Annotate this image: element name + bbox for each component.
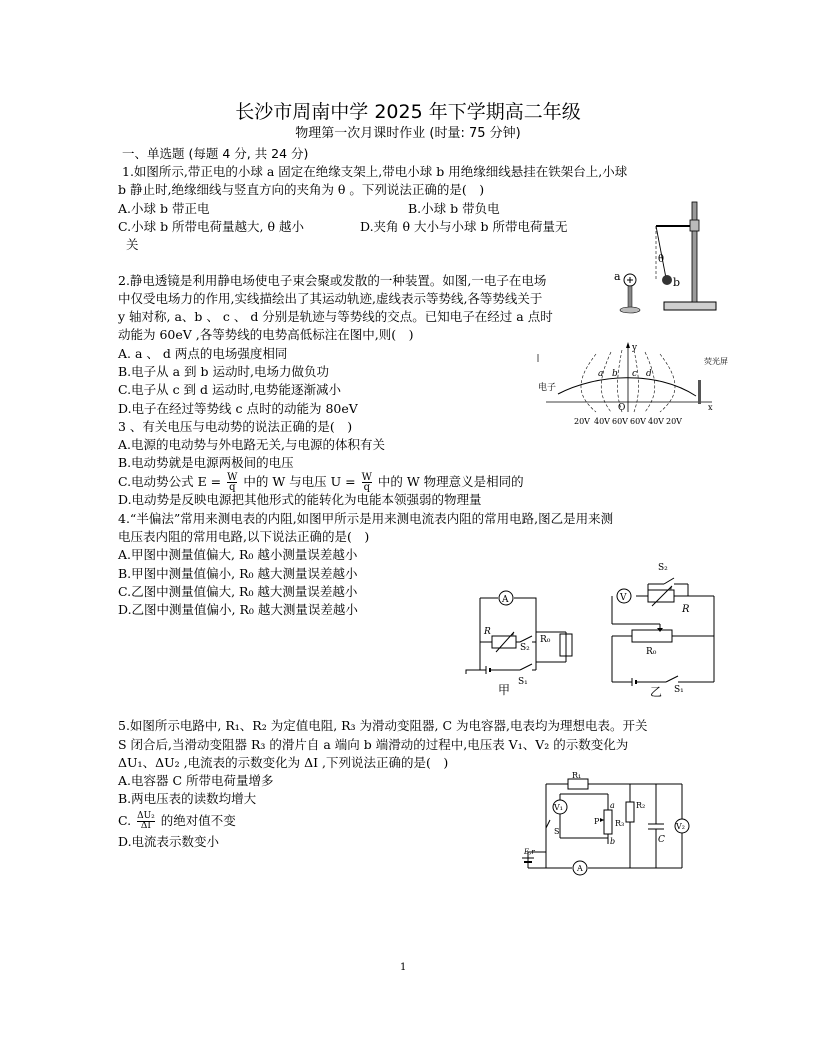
q4-option-d: D.乙图中测量值偏小, R₀ 越大测量误差越小	[118, 602, 358, 617]
q5-fig-v2: V₂	[676, 822, 685, 831]
q2-fig-label-screen: 荧光屏	[704, 357, 728, 366]
q1-fig-label-theta: θ	[658, 254, 665, 265]
q2-fig-potential-label: 20V	[666, 417, 682, 426]
q3-frac-1-den: q	[229, 482, 236, 493]
q2-option-a: A. a 、 d 两点的电场强度相同	[118, 346, 288, 361]
q2-stem-line3: y 轴对称, a、b 、 c 、 d 分别是轨迹与等势线的交点。已知电子在经过 a 点时	[118, 309, 553, 324]
q4-jia-meter-label: A	[502, 595, 509, 605]
q3-option-b: B.电动势就是电源两极间的电压	[118, 455, 294, 470]
q3-frac-1	[227, 473, 237, 492]
q2-fig-point-d: d	[646, 369, 652, 379]
q5-fig-c: C	[658, 835, 665, 845]
q3-option-c	[118, 473, 524, 492]
q3-frac-1-num: W	[227, 472, 238, 483]
q2-option-d: D.电子在经过等势线 c 点时的动能为 80eV	[118, 401, 358, 416]
q2-fig-point-c: c	[632, 369, 638, 379]
q2-fig-potential-label: 40V	[594, 417, 610, 426]
q4-stem-line2: 电压表内阻的常用电路,以下说法正确的是( )	[118, 529, 370, 544]
q4-yi-s2-label: S₂	[658, 563, 668, 573]
q4-jia-s2-label: S₂	[520, 643, 530, 653]
q5-fig-a-meter: A	[577, 864, 583, 873]
q4-stem-line1: 4.“半偏法”常用来测电表的内阻,如图甲所示是用来测电流表内阻的常用电路,图乙是用来测	[118, 511, 614, 526]
q5-fig-r2: R₂	[636, 801, 646, 810]
q5-option-a: A.电容器 C 所带电荷量增多	[118, 773, 274, 788]
q2-fig-point-b: b	[612, 369, 618, 379]
q3-frac-2-den: q	[363, 482, 370, 493]
q5-frac-num: ΔU₂	[137, 811, 155, 821]
q5-option-b: B.两电压表的读数均增大	[118, 791, 257, 806]
q4-jia-caption: 甲	[498, 683, 511, 697]
q2-fig-potential-label: 40V	[648, 417, 664, 426]
q5-fig-v1: V₁	[554, 803, 563, 812]
q3-option-c-mid: 中的 W 与电压 U =	[243, 474, 356, 489]
q4-figure-jia	[456, 582, 578, 698]
q3-frac-2-num: W	[361, 472, 372, 483]
q5-stem-line3: ΔU₁、ΔU₂ ,电流表的示数变化为 ΔI ,下列说法正确的是( )	[118, 755, 449, 770]
q2-fig-label-x: x	[708, 403, 713, 412]
q1-stem-line2: b 静止时,绝缘细线与竖直方向的夹角为 θ 。下列说法正确的是( )	[118, 182, 485, 197]
document-subtitle: 物理第一次月课时作业 (时量: 75 分钟)	[295, 126, 521, 141]
q4-yi-r0-label: R₀	[646, 647, 657, 657]
q3-option-d: D.电动势是反映电源把其他形式的能转化为电能本领强弱的物理量	[118, 492, 482, 507]
q2-figure	[536, 340, 728, 430]
q1-option-a: A.小球 b 带正电	[118, 201, 210, 216]
q3-stem: 3 、有关电压与电动势的说法正确的是( )	[118, 419, 353, 434]
q1-figure	[606, 196, 726, 320]
q4-jia-r0-label: R₀	[540, 635, 551, 645]
q4-option-c: C.乙图中测量值偏大, R₀ 越大测量误差越小	[118, 584, 358, 599]
q5-option-c	[118, 812, 236, 831]
q4-figure-yi	[604, 562, 726, 700]
q1-fig-label-a: a	[614, 270, 621, 283]
q5-fig-er: E,r	[524, 848, 535, 856]
q2-fig-potential-label: 20V	[574, 417, 590, 426]
q5-fig-b: b	[610, 837, 616, 846]
q1-option-c: C.小球 b 所带电荷量越大, θ 越小	[118, 219, 304, 234]
q5-stem-line2: S 闭合后,当滑动变阻器 R₃ 的滑片自 a 端向 b 端滑动的过程中,电压表 V₁、V₂ 的示数变化为	[118, 737, 629, 752]
q4-yi-s1-label: S₁	[674, 685, 684, 695]
q2-fig-label-electron: 电子	[538, 383, 557, 393]
q5-frac	[137, 812, 155, 831]
q4-option-b: B.甲图中测量值偏小, R₀ 越大测量误差越小	[118, 566, 358, 581]
section-heading: 一、单选题 (每题 4 分, 共 24 分)	[122, 146, 309, 161]
q5-figure	[520, 771, 700, 880]
q2-fig-point-a: a	[598, 369, 604, 379]
q1-stem-line1: 1.如图所示,带正电的小球 a 固定在绝缘支架上,带电小球 b 用绝缘细线悬挂在铁架台上,小球	[122, 164, 628, 179]
page-number: 1	[400, 962, 407, 973]
q5-fig-s: S	[554, 827, 560, 836]
q2-option-c: C.电子从 c 到 d 运动时,电势能逐渐减小	[118, 382, 341, 397]
q5-fig-a: a	[610, 801, 615, 810]
q1-option-d: D.夹角 θ 大小与小球 b 所带电荷量无	[360, 219, 568, 234]
q3-option-c-post: 中的 W 物理意义是相同的	[377, 474, 524, 489]
q5-fig-r1: R₁	[572, 771, 582, 780]
q5-option-c-pre: C.	[118, 813, 132, 828]
q4-jia-r-label: R	[484, 627, 491, 637]
q5-fig-p: P	[594, 817, 600, 826]
q1-option-d-cont: 关	[126, 237, 139, 252]
q2-stem-line1: 2.静电透镜是利用静电场使电子束会聚或发散的一种装置。如图,一电子在电场	[118, 273, 547, 288]
q1-fig-label-b: b	[673, 276, 681, 289]
q4-option-a: A.甲图中测量值偏大, R₀ 越小测量误差越小	[118, 547, 358, 562]
q2-stem-line4: 动能为 60eV ,各等势线的电势高低标注在图中,则( )	[118, 327, 414, 342]
q5-option-c-post: 的绝对值不变	[160, 813, 236, 828]
q4-yi-caption: 乙	[650, 685, 663, 699]
q2-fig-label-y: y	[632, 343, 638, 353]
q2-fig-potential-label: 60V	[630, 417, 646, 426]
q2-fig-potential-label: 60V	[612, 417, 628, 426]
q4-yi-meter-label: V	[620, 593, 627, 603]
q4-jia-s1-label: S₁	[518, 677, 528, 687]
q3-option-c-pre: C.电动势公式 E =	[118, 474, 222, 489]
q1-option-b: B.小球 b 带负电	[408, 201, 500, 216]
document-title: 长沙市周南中学 2025 年下学期高二年级	[235, 101, 581, 123]
q2-fig-label-o: O	[618, 403, 626, 413]
q5-frac-den: ΔI	[140, 821, 151, 831]
q5-stem-line1: 5.如图所示电路中, R₁、R₂ 为定值电阻, R₃ 为滑动变阻器, C 为电容器,电表均为理想电表。开关	[118, 718, 648, 733]
q3-option-a: A.电源的电动势与外电路无关,与电源的体积有关	[118, 437, 385, 452]
q2-stem-line2: 中仅受电场力的作用,实线描绘出了其运动轨迹,虚线表示等势线,各等势线关于	[118, 291, 543, 306]
q3-frac-2	[362, 473, 372, 492]
q5-fig-r3: R₃	[615, 819, 625, 828]
q2-option-b: B.电子从 a 到 b 运动时,电场力做负功	[118, 364, 329, 379]
q5-option-d: D.电流表示数变小	[118, 834, 220, 849]
q4-yi-r-label: R	[682, 604, 690, 615]
